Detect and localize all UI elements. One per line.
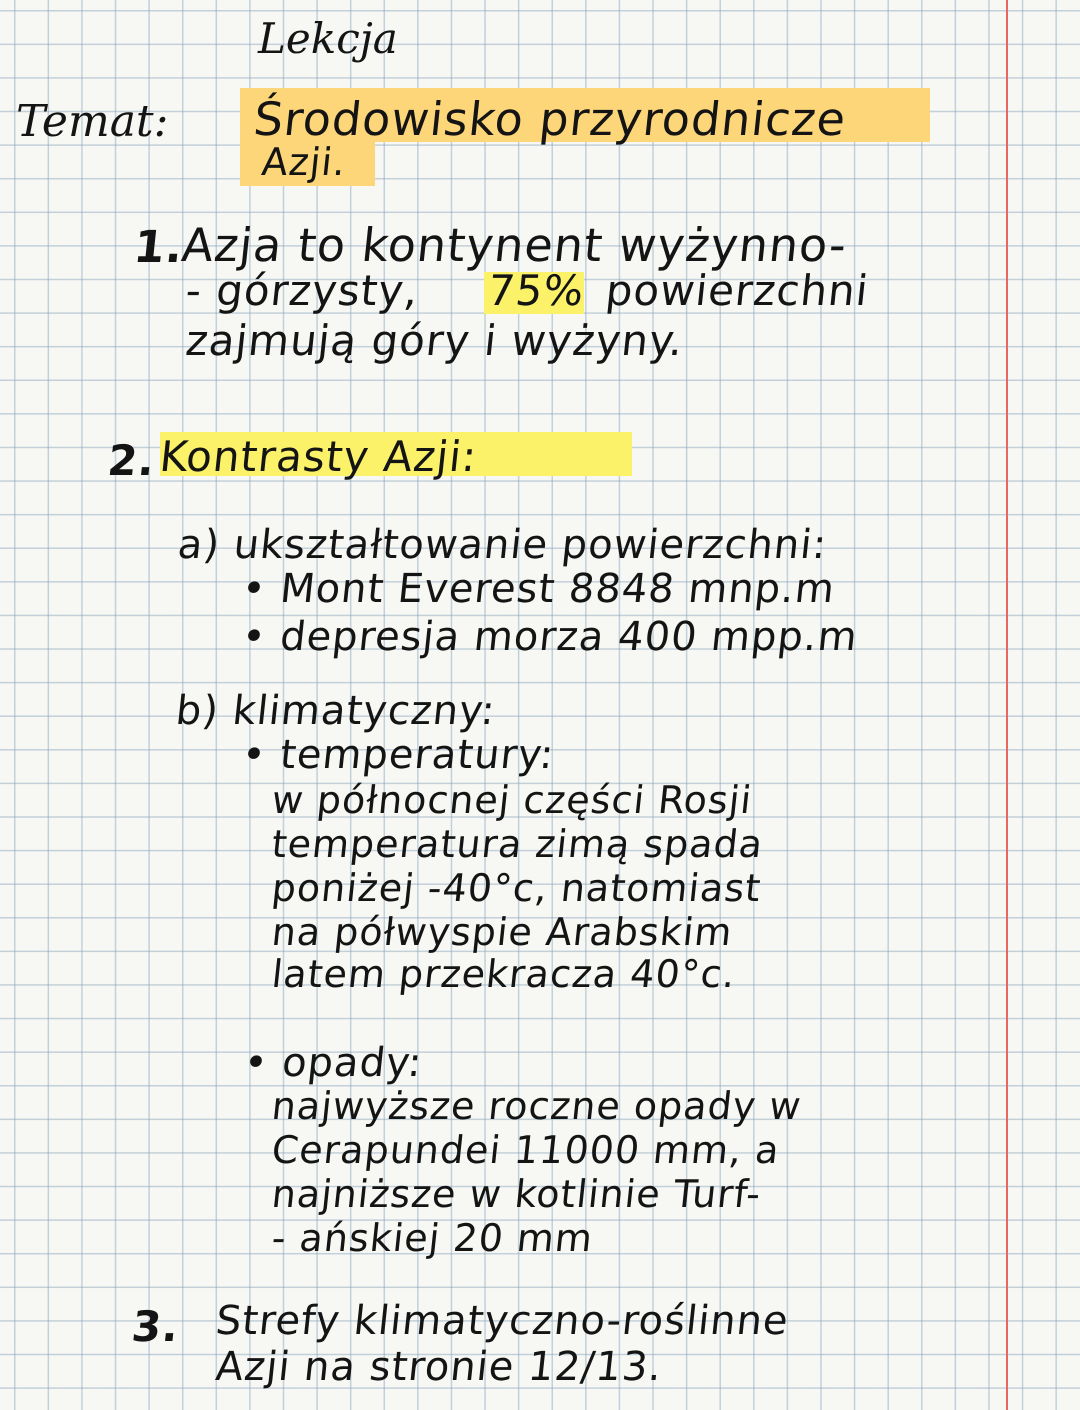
point1-number: 1. [131, 222, 187, 273]
point2-number: 2. [105, 436, 158, 485]
rain-line-3: najniższe w kotlinie Turf- [269, 1172, 764, 1216]
point1-line2-b: powierzchni [603, 266, 872, 315]
topic-line-2: Azji. [259, 140, 349, 184]
point2a-label: a) ukształtowanie powierzchni: [175, 522, 830, 568]
point3-line1: Strefy klimatyczno-roślinne [213, 1298, 792, 1344]
topic-label: Temat: [16, 96, 169, 147]
topic-line-1: Środowisko przyrodnicze [251, 92, 849, 146]
temp-line-3: poniżej -40°c, natomiast [269, 866, 764, 910]
point2-heading: Kontrasty Azji: [157, 432, 480, 481]
point2a-bullet-2: • depresja morza 400 mpp.m [239, 614, 861, 660]
rain-title: • opady: [241, 1040, 425, 1086]
point1-line2-a: - górzysty, [183, 266, 422, 315]
temp-title: • temperatury: [239, 732, 557, 778]
point3-line2: Azji na stronie 12/13. [213, 1344, 665, 1390]
rain-line-2: Cerapundei 11000 mm, a [269, 1128, 782, 1172]
point1-line2-pct: 75% [485, 266, 587, 315]
point2b-label: b) klimatyczny: [173, 688, 498, 734]
temp-line-5: latem przekracza 40°c. [269, 952, 739, 996]
rain-line-1: najwyższe roczne opady w [269, 1084, 804, 1128]
point2a-bullet-1: • Mont Everest 8848 mnp.m [239, 566, 838, 612]
margin-line [1006, 0, 1008, 1410]
temp-line-1: w północnej części Rosji [269, 778, 755, 822]
temp-line-4: na półwyspie Arabskim [269, 910, 735, 954]
point3-number: 3. [129, 1302, 182, 1351]
point1-line1: Azja to kontynent wyżynno- [179, 218, 850, 272]
point1-line3: zajmują góry i wyżyny. [183, 316, 687, 365]
rain-line-4: - ańskiej 20 mm [269, 1216, 596, 1260]
temp-line-2: temperatura zimą spada [269, 822, 766, 866]
lesson-label: Lekcja [258, 14, 398, 63]
